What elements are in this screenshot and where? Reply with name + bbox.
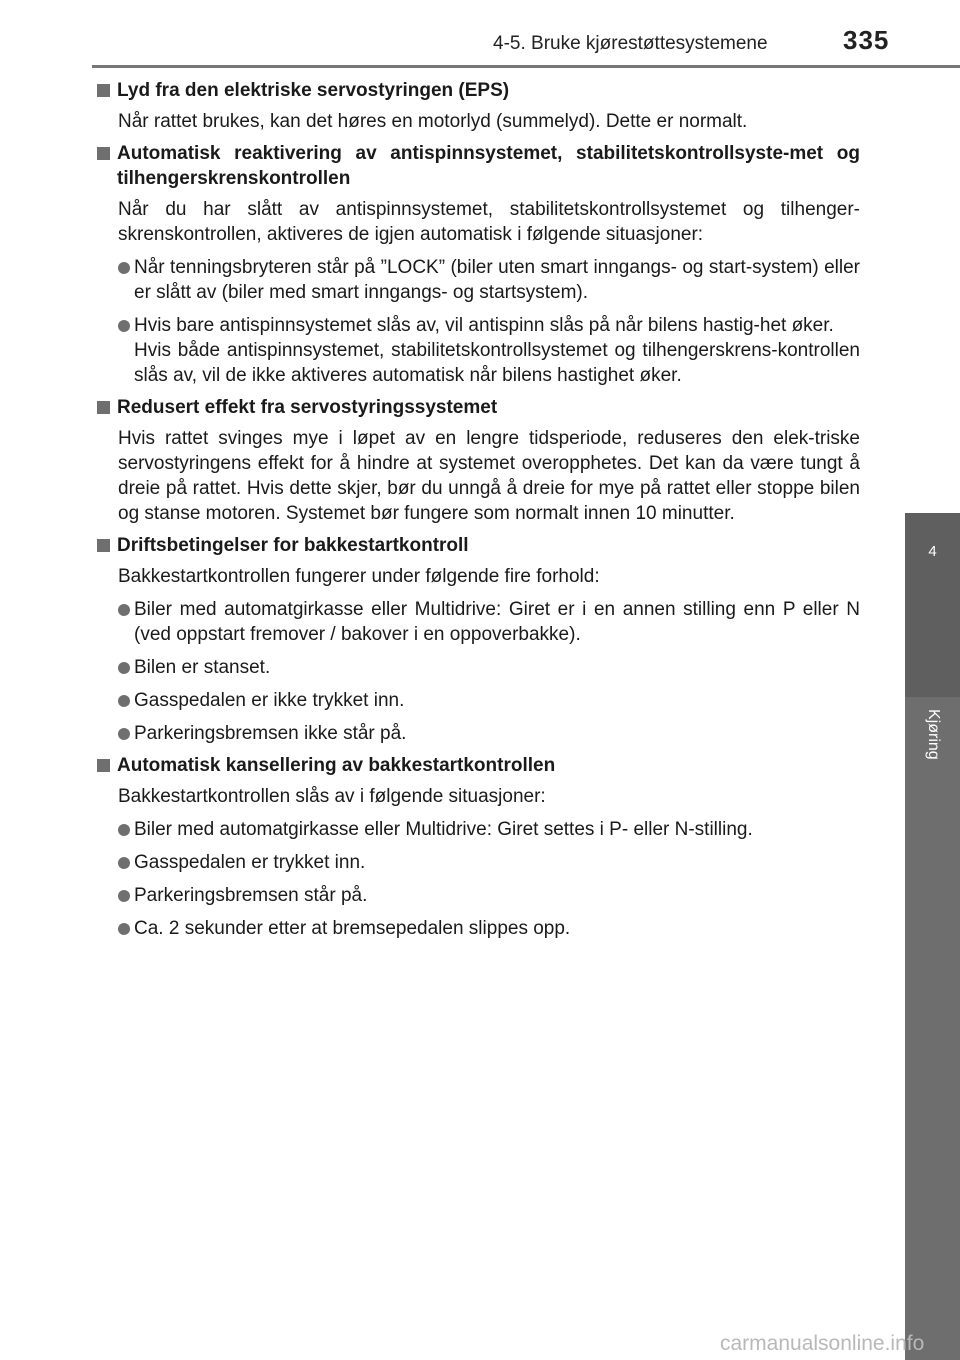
chapter-number: 4 [928,543,937,560]
header-rule [92,65,960,68]
list-item-text: Gasspedalen er trykket inn. [134,852,366,873]
list-item [96,655,860,680]
page-number: 335 [843,25,890,55]
section-heading [96,78,860,103]
heading-text: Lyd fra den elektriske servostyringen (EPS) [117,80,510,101]
list-item [96,255,860,305]
heading-text: Automatisk kansellering av bakkestartkontrollen [117,755,556,776]
heading-text: Driftsbetingelser for bakkestartkontroll [117,535,469,556]
list-item [96,313,860,388]
square-bullet-icon [97,759,110,772]
list-item-text: Hvis bare antispinnsystemet slås av, vil antispinn slås på når bilens hastig-het øker. [134,315,834,336]
round-bullet-icon [118,923,130,935]
list-item [96,850,860,875]
list-item-text: Parkeringsbremsen ikke står på. [134,723,407,744]
round-bullet-icon [118,824,130,836]
page-content [96,78,860,941]
list-item [96,597,860,647]
chapter-label: Kjøring [925,709,942,760]
list-item-text: Biler med automatgirkasse eller Multidrive: Giret er i en annen stilling enn P eller N (ved oppstart fremover / bakover i en oppoverbakke). [134,599,860,645]
chapter-strip [905,697,960,1360]
list-item [96,916,860,941]
section-title: 4-5. Bruke kjørestøttesystemene [493,33,768,54]
round-bullet-icon [118,662,130,674]
heading-text: Automatisk reaktivering av antispinnsystemet, stabilitetskontrollsyste-met og tilhengerskrenskontrollen [117,143,860,189]
list-item-text: Parkeringsbremsen står på. [134,885,368,906]
round-bullet-icon [118,890,130,902]
chapter-tab [905,513,960,697]
round-bullet-icon [118,320,130,332]
list-item-text: Når tenningsbryteren står på ”LOCK” (biler uten smart inngangs- og start-system) eller er slått av (biler med smart inngangs- og startsystem). [134,257,860,303]
square-bullet-icon [97,401,110,414]
heading-text: Redusert effekt fra servostyringssystemet [117,397,498,418]
round-bullet-icon [118,262,130,274]
square-bullet-icon [97,84,110,97]
page-header [0,0,960,68]
paragraph: Når rattet brukes, kan det høres en motorlyd (summelyd). Dette er normalt. [118,111,748,132]
paragraph: Bakkestartkontrollen slås av i følgende situasjoner: [118,786,546,807]
list-item-text: Ca. 2 sekunder etter at bremsepedalen slippes opp. [134,918,571,939]
round-bullet-icon [118,695,130,707]
paragraph: Hvis rattet svinges mye i løpet av en lengre tidsperiode, reduseres den elek-triske servostyringens effekt for å hindre at systemet overopphetes. Det kan da være tungt å dreie på rattet. Hvis dette skjer, bør du unngå å dreie for mye på rattet eller stoppe bilen og stanse motoren. Systemet bør fungere som normalt innen 10 minutter. [118,428,860,524]
list-item [96,688,860,713]
list-item-text: Hvis både antispinnsystemet, stabilitetskontrollsystemet og tilhengerskrens-kontrollen slås av, vil de ikke aktiveres automatisk når bilens hastighet øker. [134,340,860,386]
list-item-text: Gasspedalen er ikke trykket inn. [134,690,405,711]
round-bullet-icon [118,728,130,740]
list-item-text: Bilen er stanset. [134,657,271,678]
paragraph: Bakkestartkontrollen fungerer under følgende fire forhold: [118,566,600,587]
square-bullet-icon [97,539,110,552]
list-item [96,883,860,908]
section-heading [96,533,860,558]
section-heading [96,141,860,191]
square-bullet-icon [97,147,110,160]
list-item [96,817,860,842]
section-heading [96,753,860,778]
list-item-text: Biler med automatgirkasse eller Multidrive: Giret settes i P- eller N-stilling. [134,819,753,840]
list-item [96,721,860,746]
watermark: carmanualsonline.info [720,1332,925,1355]
section-heading [96,395,860,420]
paragraph: Når du har slått av antispinnsystemet, stabilitetskontrollsystemet og tilhenger-skrenskontrollen, aktiveres de igjen automatisk i følgende situasjoner: [118,199,860,245]
round-bullet-icon [118,857,130,869]
round-bullet-icon [118,604,130,616]
